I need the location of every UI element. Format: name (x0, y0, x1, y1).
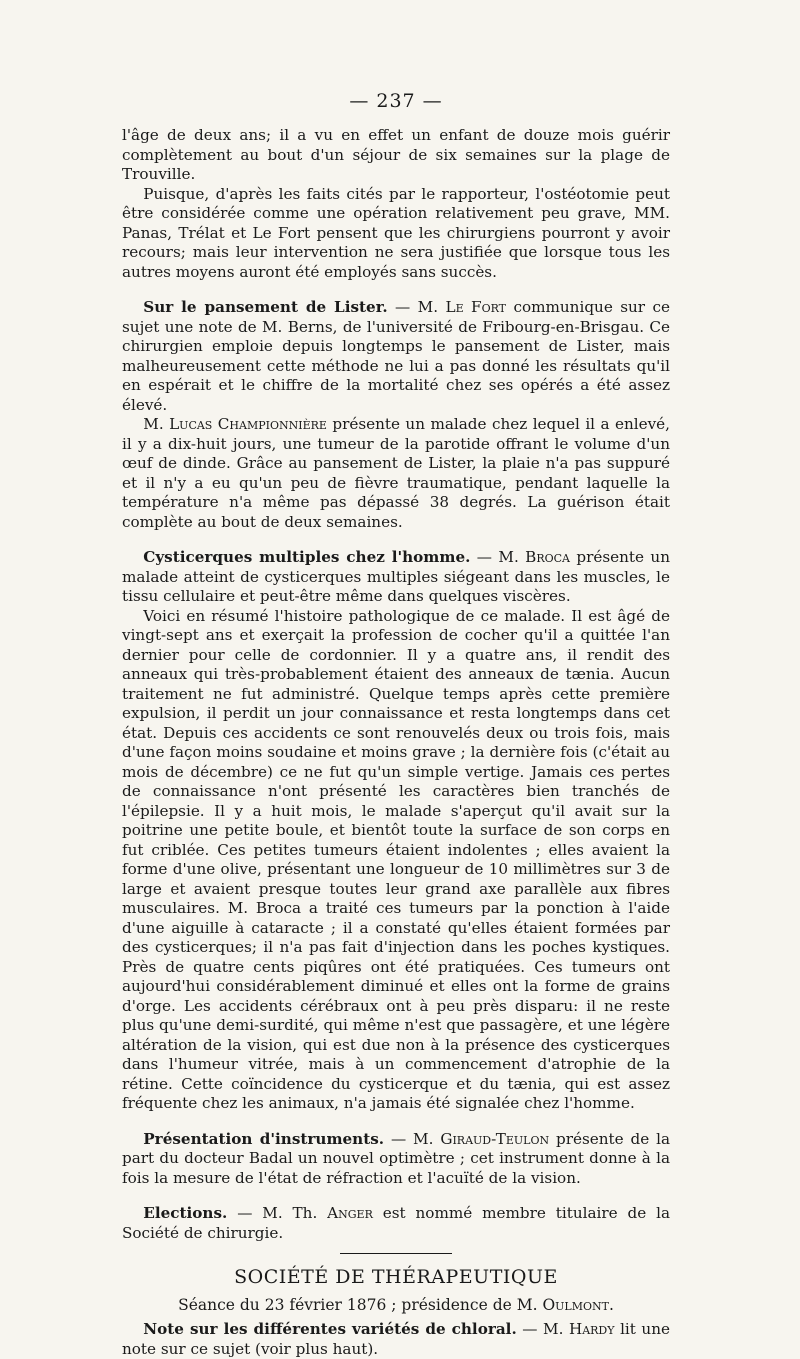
page-number: — 237 — (349, 90, 443, 112)
person-name: Giraud-Teulon (440, 1129, 550, 1148)
seance-text: Séance du 23 février 1876 ; présidence de M. (178, 1296, 543, 1314)
section-heading: Sur le pansement de Lister. (143, 298, 388, 316)
person-name: Anger (327, 1204, 373, 1222)
section-heading: Elections. (143, 1204, 228, 1222)
person-name: Lucas Championnière (169, 415, 327, 433)
paragraph-continuation: l'âge de deux ans; il a vu en effet un enfant de douze mois guérir complètement au bout d'un séjour de six semaines sur la plage de Trouville. (122, 126, 670, 183)
seance-end: . (608, 1296, 614, 1314)
dash-text: — M. (516, 1320, 569, 1338)
person-name: Broca (525, 548, 570, 566)
paragraph-championniere (122, 415, 670, 532)
person-name: Le Fort (445, 298, 507, 316)
section-text: présente de la part du docteur Badal un nouvel optimètre ; cet instrument donne à la fois la mesure de l'état de réfraction et l'acuïté de la vision. (122, 1129, 670, 1187)
text-prefix: M. (143, 415, 170, 433)
section-elections (122, 1204, 670, 1243)
section-heading: Présentation d'instruments. (143, 1129, 385, 1148)
paragraph-histoire: Voici en résumé l'histoire pathologique de ce malade. Il est âgé de vingt-sept ans et exerçait la profession de cocher qu'il a quittée l'an dernier pour celle de cordonnier. Il y a quatre ans, il rendit des anneaux qui très-probablement étaient des anneaux de tænia. Aucun traitement ne fut administré. Quelque temps après cette première expulsion, il perdit un jour connaissance et resta longtemps dans cet état. Depuis ces accidents ce sont renouvelés deux ou trois fois, mais d'une façon moins soudaine et moins grave ; la dernière fois (c'était au mois de décembre) ce ne fut qu'un simple vertige. Jamais ces pertes de connaissance n'ont présenté les caractères bien tranchés de l'épilepsie. Il y a huit mois, le malade s'aperçut qu'il avait sur la poitrine une petite boule, et bientôt toute la surface de son corps en fut criblée. Ces petites tumeurs étaient indolentes ; elles avaient la forme d'une olive, présentant une longueur de 10 millimètres sur 3 de large et avaient presque toutes leur grand axe parallèle aux fibres musculaires. M. Broca a traité ces tumeurs par la ponction à l'aide d'une aiguille à cataracte ; il a constaté qu'elles étaient formées par des cysticerques; il n'a pas fait d'injection dans les poches kystiques. Près de quatre cents piqûres ont été pratiquées. Ces tumeurs ont aujourd'hui considérablement diminué et elles ont la forme de grains d'orge. Les accidents cérébraux ont à peu près disparu: il ne reste plus qu'une demi-surdité, qui même n'est que passagère, et une légère altération de la vision, qui est due non à la présence des cysticerques dans l'humeur vitrée, mais à un commencement d'atrophie de la rétine. Cette coïncidence du cysticerque et du tænia, qui est assez fréquente chez les animaux, n'a jamais été signalée chez l'homme. (122, 606, 670, 1112)
dash-text: — M. (470, 548, 526, 566)
person-name: Hardy (568, 1320, 615, 1338)
section-lister (122, 298, 670, 415)
section-instruments (122, 1130, 670, 1189)
section-text: communique sur ce sujet une note de M. Berns, de l'université de Fribourg-en-Brisgau. Ce chirurgien emploie depuis longtemps le pansement de Lister, mais malheureusement cette méthode ne lui a pas donné les résultats qu'il en espérait et le chiffre de la mortalité chez ses opérés a été assez élevé. (122, 298, 670, 414)
dash-text: — M. (384, 1129, 441, 1148)
paragraph-osteotomie: Puisque, d'après les faits cités par le rapporteur, l'ostéotomie peut être considérée comme une opération relativement peu grave, MM. Panas, Trélat et Le Fort pensent que les chirurgiens pourront y avoir recours; mais leur intervention ne sera justifiée que lorsque tous les autres moyens auront été employés sans succès. (122, 184, 670, 281)
section-cysticerques (122, 548, 670, 607)
section-text: est nommé membre titulaire de la Société de chirurgie. (122, 1204, 671, 1242)
section-text: présente un malade atteint de cysticerques multiples siégeant dans les muscles, le tissu cellulaire et peut-être même dans quelques viscères. (122, 548, 670, 605)
dash-text: — M. Th. (227, 1204, 328, 1222)
paragraph-text: présente un malade chez lequel il a enlevé, il y a dix-huit jours, une tumeur de la parotide offrant le volume d'un œuf de dinde. Grâce au pansement de Lister, la plaie n'a pas suppuré et il n'y a eu qu'un peu de fièvre traumatique, pendant laquelle la température n'a même pas dépassé 38 degrés. La guérison était complète au bout de deux semaines. (122, 415, 670, 531)
section-chloral (122, 1320, 670, 1359)
section-heading: Cysticerques multiples chez l'homme. (143, 548, 471, 566)
section-heading: Note sur les différentes variétés de chloral. (143, 1320, 517, 1338)
society-title: SOCIÉTÉ DE THÉRAPEUTIQUE (234, 1266, 558, 1288)
dash-text: — M. (387, 298, 446, 316)
seance-line (122, 1296, 670, 1314)
section-text: lit une note sur ce sujet (voir plus haut). (122, 1320, 670, 1358)
president-name: Oulmont (542, 1296, 609, 1314)
section-divider (340, 1253, 452, 1254)
